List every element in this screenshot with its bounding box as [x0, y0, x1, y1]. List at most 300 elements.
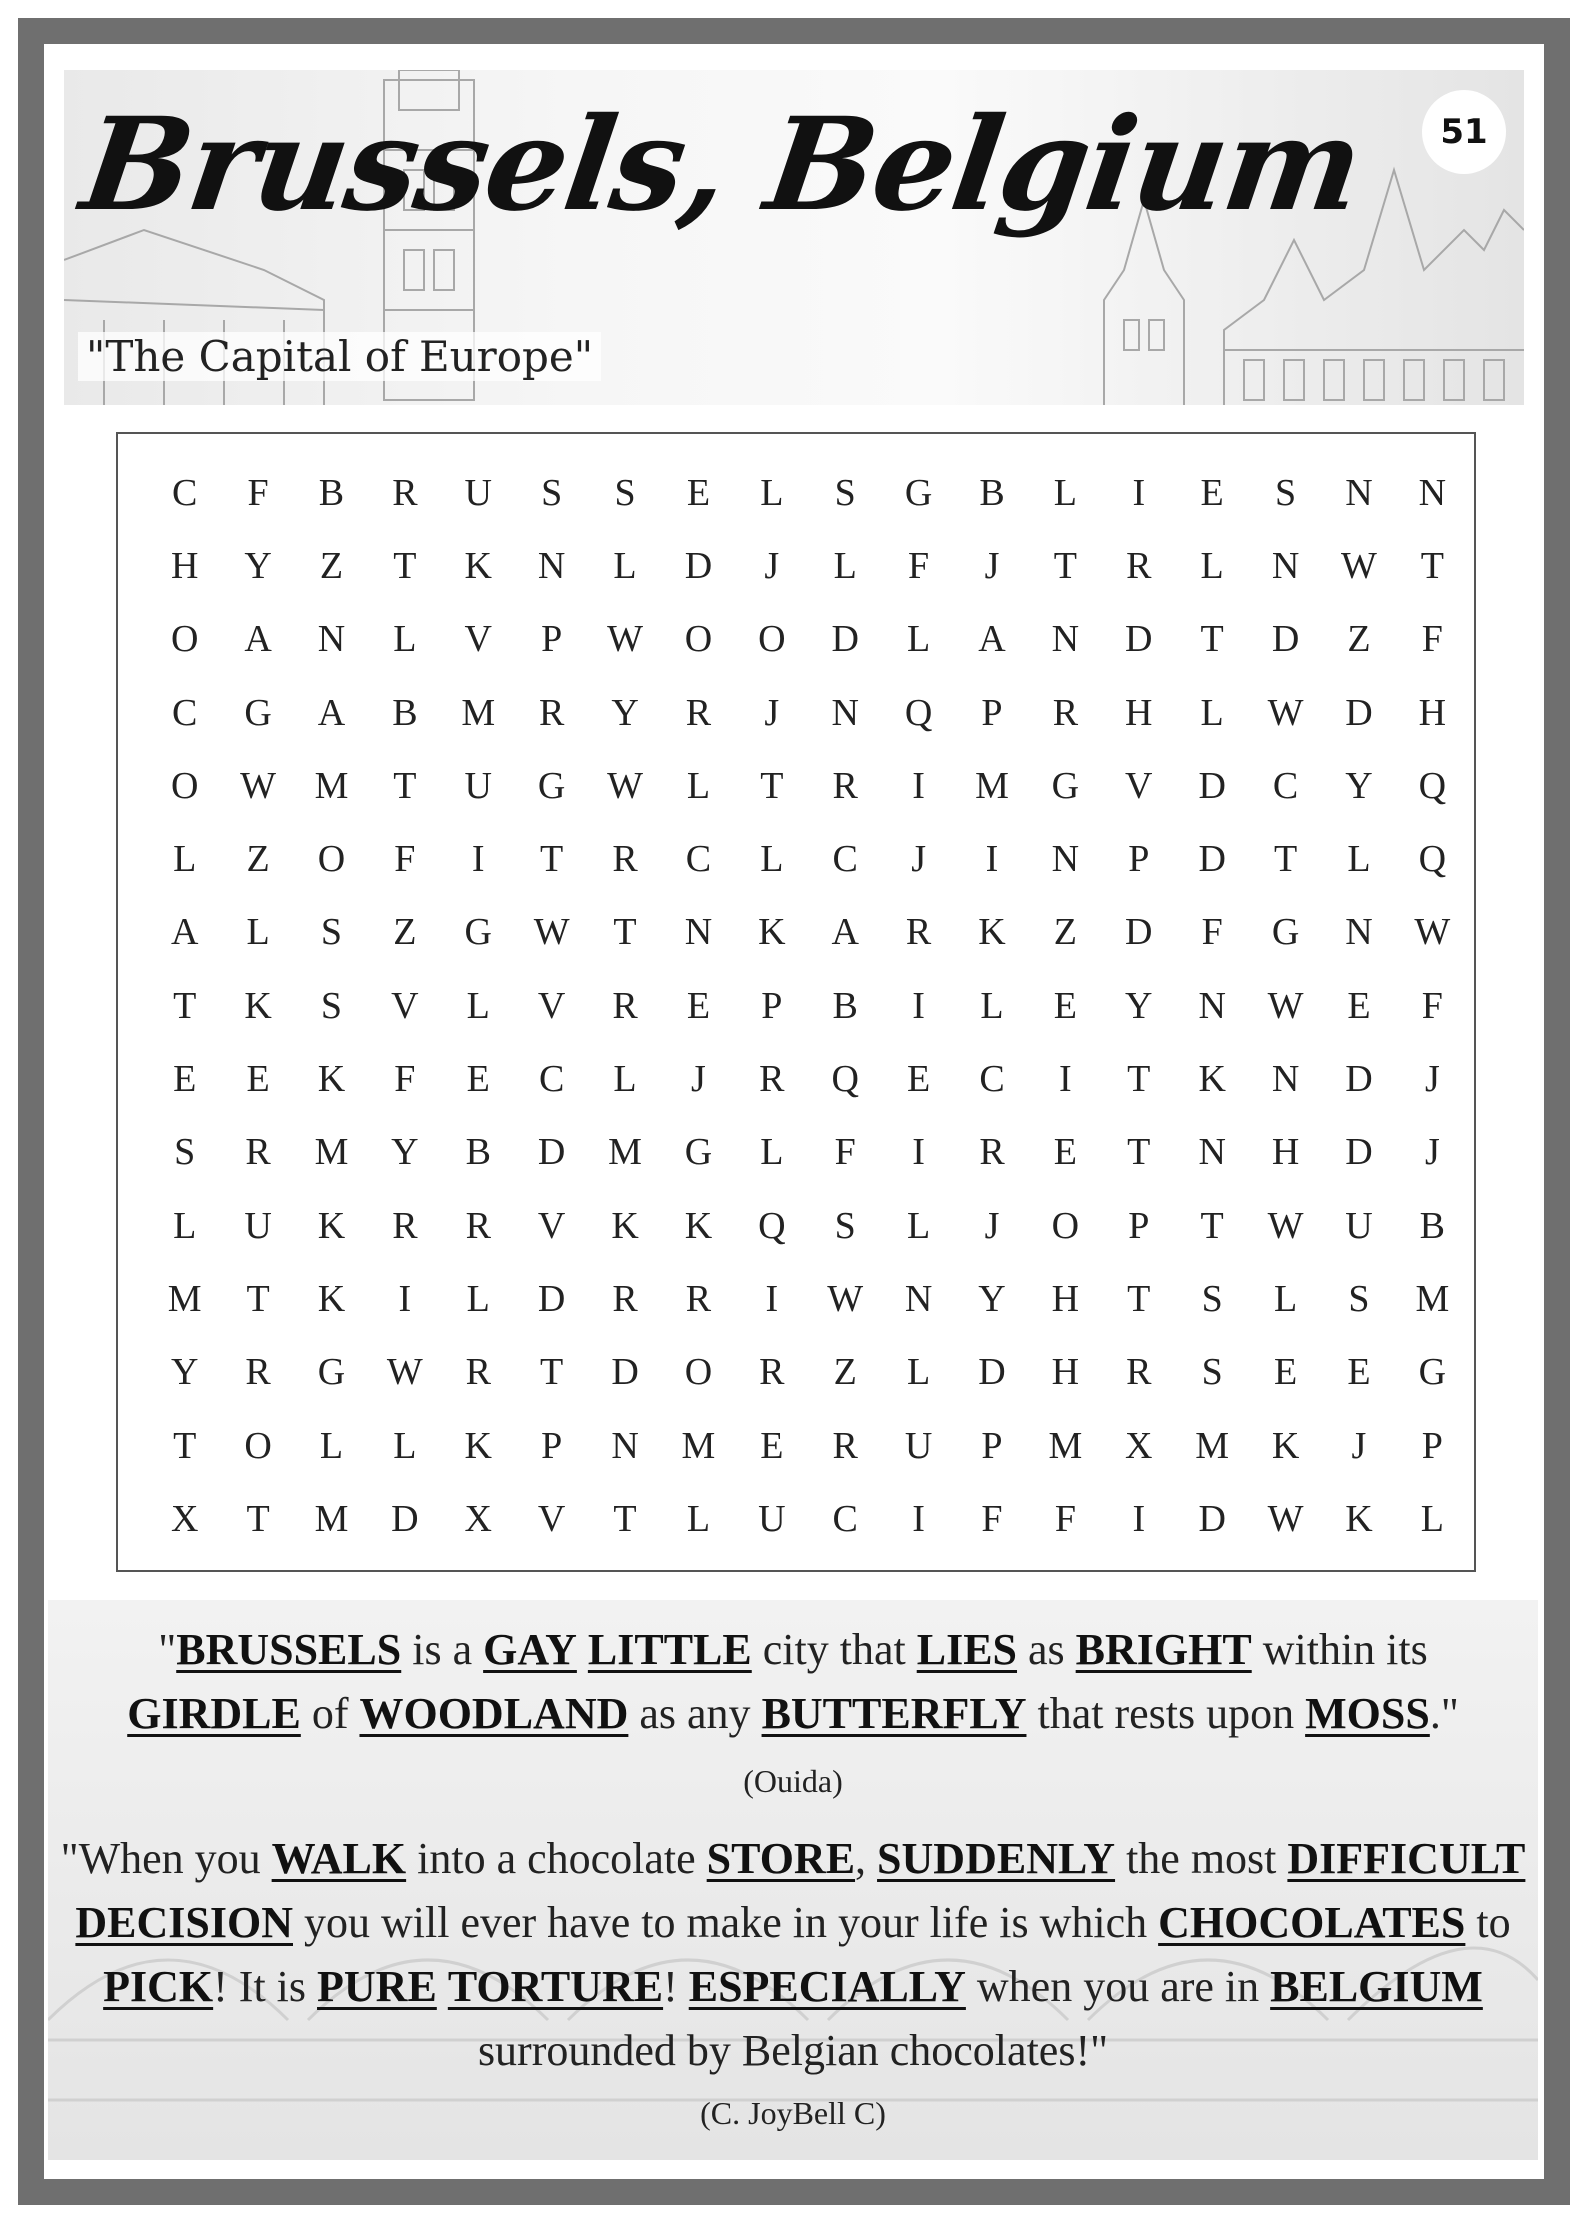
grid-letter[interactable]: E [1200, 471, 1224, 514]
grid-letter[interactable]: C [685, 838, 712, 881]
grid-letter[interactable]: D [1125, 911, 1153, 954]
grid-letter[interactable]: E [246, 1058, 270, 1101]
grid-letter[interactable]: S [614, 471, 636, 514]
grid-letter[interactable]: D [1271, 618, 1300, 661]
grid-letter[interactable]: D [978, 1351, 1006, 1394]
grid-letter[interactable]: N [1271, 544, 1300, 587]
grid-letter[interactable]: F [981, 1497, 1003, 1540]
grid-letter[interactable]: L [980, 984, 1004, 1027]
grid-letter[interactable]: O [244, 1424, 272, 1467]
grid-letter[interactable]: Z [393, 911, 417, 954]
grid-letter[interactable]: S [320, 984, 343, 1027]
grid-letter[interactable]: T [1127, 1131, 1151, 1174]
grid-letter[interactable]: L [833, 544, 857, 587]
grid-letter[interactable]: L [1200, 544, 1224, 587]
grid-letter[interactable]: Q [758, 1204, 786, 1247]
grid-letter[interactable]: J [1424, 1058, 1440, 1101]
grid-letter[interactable]: T [246, 1277, 270, 1320]
grid-letter[interactable]: R [245, 1351, 271, 1394]
grid-letter[interactable]: P [1128, 1204, 1150, 1247]
quote-text: as any [628, 1689, 762, 1738]
quote-text: the most [1115, 1834, 1288, 1883]
grid-letter[interactable]: T [540, 1351, 564, 1394]
grid-letter[interactable]: T [173, 1424, 197, 1467]
grid-letter[interactable]: G [537, 764, 566, 807]
grid-letter[interactable]: D [537, 1131, 566, 1174]
grid-letter[interactable]: T [1127, 1277, 1151, 1320]
grid-letter[interactable]: T [173, 984, 197, 1027]
grid-letter[interactable]: L [173, 1204, 197, 1247]
grid-letter[interactable]: T [1053, 544, 1077, 587]
grid-letter[interactable]: B [832, 984, 858, 1027]
keyword: BELGIUM [1270, 1962, 1483, 2011]
grid-letter[interactable]: E [760, 1424, 784, 1467]
grid-letter[interactable]: V [537, 1204, 566, 1247]
quote-text: ! It is [213, 1962, 318, 2011]
grid-letter[interactable]: I [471, 838, 485, 881]
grid-letter[interactable]: R [612, 984, 638, 1027]
grid-letter[interactable]: W [1267, 1204, 1304, 1247]
grid-letter[interactable]: K [684, 1204, 713, 1247]
grid-letter[interactable]: N [1345, 911, 1373, 954]
grid-letter[interactable]: S [174, 1131, 196, 1174]
grid-letter[interactable]: E [466, 1058, 490, 1101]
grid-letter[interactable]: U [244, 1204, 272, 1247]
grid-letter[interactable]: W [533, 911, 570, 954]
grid-letter[interactable]: L [1420, 1497, 1444, 1540]
grid-letter[interactable]: B [318, 471, 345, 514]
grid-letter[interactable]: J [764, 691, 780, 734]
grid-letter[interactable]: V [537, 984, 566, 1027]
grid-letter[interactable]: C [832, 838, 858, 881]
grid-letter[interactable]: U [1345, 1204, 1373, 1247]
grid-letter[interactable]: E [173, 1058, 197, 1101]
grid-letter[interactable]: D [831, 618, 859, 661]
grid-letter[interactable]: I [765, 1277, 779, 1320]
grid-letter[interactable]: E [686, 471, 711, 514]
grid-letter[interactable]: T [1200, 1204, 1224, 1247]
grid-letter[interactable]: K [978, 911, 1006, 954]
grid-letter[interactable]: T [540, 838, 564, 881]
grid-letter[interactable]: T [246, 1497, 270, 1540]
grid-letter[interactable]: L [1273, 1277, 1298, 1320]
word-search-grid [148, 456, 1469, 1555]
grid-letter[interactable]: M [975, 764, 1009, 807]
grid-letter[interactable]: P [541, 618, 563, 661]
grid-letter[interactable]: V [537, 1497, 566, 1540]
grid-letter[interactable]: V [1125, 764, 1153, 807]
grid-letter[interactable]: T [1200, 618, 1224, 661]
grid-letter[interactable]: O [317, 838, 346, 881]
grid-letter[interactable]: R [1126, 544, 1152, 587]
grid-letter[interactable]: J [1424, 1131, 1440, 1174]
keyword: SUDDENLY [877, 1834, 1116, 1883]
grid-letter[interactable]: W [240, 764, 277, 807]
grid-letter[interactable]: J [984, 1204, 1000, 1247]
grid-letter[interactable]: G [904, 471, 933, 514]
grid-letter[interactable]: F [1421, 618, 1443, 661]
grid-letter[interactable]: M [314, 1131, 349, 1174]
grid-letter[interactable]: O [684, 1351, 713, 1394]
grid-letter[interactable]: L [686, 1497, 711, 1540]
quote-text: " [158, 1625, 177, 1674]
grid-letter[interactable]: D [1345, 1058, 1373, 1101]
grid-letter[interactable]: C [172, 471, 198, 514]
grid-letter[interactable]: E [1347, 1351, 1371, 1394]
grid-letter[interactable]: N [831, 691, 859, 734]
grid-letter[interactable]: W [827, 1277, 864, 1320]
grid-letter[interactable]: T [613, 911, 637, 954]
grid-letter[interactable]: T [1273, 838, 1298, 881]
grid-letter[interactable]: L [760, 471, 784, 514]
grid-letter[interactable]: O [1051, 1204, 1080, 1247]
grid-letter[interactable]: J [1351, 1424, 1367, 1467]
grid-letter[interactable]: J [764, 544, 780, 587]
grid-letter[interactable]: P [1421, 1424, 1443, 1467]
grid-letter[interactable]: A [244, 618, 272, 661]
grid-letter[interactable]: E [906, 1058, 931, 1101]
grid-letter[interactable]: U [464, 764, 492, 807]
grid-letter[interactable]: G [1418, 1351, 1447, 1394]
grid-letter[interactable]: I [1059, 1058, 1072, 1101]
grid-letter[interactable]: Q [1418, 838, 1447, 881]
grid-letter[interactable]: R [1052, 691, 1079, 734]
grid-letter[interactable]: Y [244, 544, 272, 587]
grid-letter[interactable]: G [244, 691, 272, 734]
quote-text [577, 1625, 588, 1674]
grid-letter[interactable]: I [1132, 471, 1146, 514]
grid-letter[interactable]: O [684, 618, 713, 661]
grid-letter[interactable]: L [906, 1204, 931, 1247]
grid-letter[interactable]: S [834, 1204, 856, 1247]
grid-letter[interactable]: Z [1053, 911, 1077, 954]
grid-letter[interactable]: L [613, 1058, 637, 1101]
grid-letter[interactable]: P [981, 1424, 1003, 1467]
grid-letter[interactable]: Y [170, 1351, 199, 1394]
grid-letter[interactable]: N [317, 618, 346, 661]
grid-letter[interactable]: D [1198, 764, 1226, 807]
grid-letter[interactable]: I [912, 1497, 925, 1540]
grid-letter[interactable]: K [464, 544, 492, 587]
grid-letter[interactable]: M [1048, 1424, 1083, 1467]
grid-letter[interactable]: C [1272, 764, 1299, 807]
grid-letter[interactable]: M [167, 1277, 202, 1320]
grid-letter[interactable]: W [607, 618, 643, 661]
grid-letter[interactable]: F [1201, 911, 1223, 954]
grid-letter[interactable]: J [691, 1058, 706, 1101]
grid-letter[interactable]: E [1347, 984, 1371, 1027]
grid-letter[interactable]: K [317, 1204, 346, 1247]
grid-letter[interactable]: X [170, 1497, 199, 1540]
grid-letter[interactable]: L [1200, 691, 1224, 734]
grid-letter[interactable]: D [1198, 838, 1226, 881]
grid-letter[interactable]: F [908, 544, 930, 587]
grid-letter[interactable]: R [612, 1277, 638, 1320]
grid-letter[interactable]: K [244, 984, 272, 1027]
grid-letter[interactable]: A [317, 691, 346, 734]
grid-letter[interactable]: W [1267, 691, 1304, 734]
grid-letter[interactable]: T [760, 764, 784, 807]
grid-letter[interactable]: F [394, 1058, 416, 1101]
grid-letter[interactable]: L [760, 838, 784, 881]
grid-letter[interactable]: L [246, 911, 270, 954]
grid-letter[interactable]: W [386, 1351, 423, 1394]
grid-letter[interactable]: R [245, 1131, 271, 1174]
grid-letter[interactable]: R [832, 764, 858, 807]
grid-letter[interactable]: R [685, 691, 712, 734]
grid-letter[interactable]: R [1126, 1351, 1152, 1394]
grid-letter[interactable]: Z [246, 838, 270, 881]
grid-letter[interactable]: A [978, 618, 1006, 661]
grid-letter[interactable]: W [1267, 1497, 1304, 1540]
grid-letter[interactable]: D [611, 1351, 639, 1394]
grid-letter[interactable]: S [1201, 1277, 1223, 1320]
grid-letter[interactable]: Q [831, 1058, 859, 1101]
grid-letter[interactable]: C [979, 1058, 1005, 1101]
grid-letter[interactable]: S [541, 471, 563, 514]
quote-text: when you are in [965, 1962, 1271, 2011]
keyword: ESPECIALLY [688, 1962, 966, 2011]
grid-letter[interactable]: D [1125, 618, 1153, 661]
grid-letter[interactable]: B [392, 691, 418, 734]
grid-letter[interactable]: S [1348, 1277, 1370, 1320]
grid-letter[interactable]: C [832, 1497, 858, 1540]
grid-letter[interactable]: T [1420, 544, 1444, 587]
grid-letter[interactable]: G [1051, 764, 1080, 807]
grid-letter[interactable]: S [834, 471, 856, 514]
grid-letter[interactable]: D [1345, 1131, 1373, 1174]
grid-letter[interactable]: D [1345, 691, 1373, 734]
grid-letter[interactable]: V [391, 984, 419, 1027]
grid-letter[interactable]: L [906, 1351, 931, 1394]
grid-letter[interactable]: D [1198, 1497, 1226, 1540]
grid-letter[interactable]: W [1341, 544, 1377, 587]
grid-letter[interactable]: H [1418, 691, 1447, 734]
grid-letter[interactable]: R [612, 838, 638, 881]
grid-letter[interactable]: L [393, 618, 417, 661]
grid-letter[interactable]: N [537, 544, 566, 587]
quote-text [437, 1962, 448, 2011]
keyword: CHOCOLATES [1158, 1898, 1466, 1947]
grid-letter[interactable]: P [981, 691, 1003, 734]
grid-letter[interactable]: M [461, 691, 496, 734]
grid-letter[interactable]: L [906, 618, 931, 661]
header-banner [64, 70, 1524, 405]
grid-letter[interactable]: Q [904, 691, 933, 734]
quotes-panel [48, 1600, 1538, 2160]
grid-letter[interactable]: O [170, 618, 199, 661]
grid-letter[interactable]: Z [319, 544, 344, 587]
grid-letter[interactable]: R [465, 1351, 491, 1394]
grid-letter[interactable]: G [317, 1351, 346, 1394]
grid-letter[interactable]: Y [978, 1277, 1006, 1320]
grid-letter[interactable]: K [1345, 1497, 1373, 1540]
grid-letter[interactable]: J [984, 544, 1000, 587]
grid-letter[interactable]: N [904, 1277, 933, 1320]
quote-author: (Ouida) [743, 1763, 843, 1799]
grid-letter[interactable]: M [1195, 1424, 1230, 1467]
grid-letter[interactable]: L [393, 1424, 417, 1467]
grid-letter[interactable]: O [170, 764, 199, 807]
grid-letter[interactable]: R [392, 1204, 418, 1247]
grid-letter[interactable]: K [758, 911, 786, 954]
grid-letter[interactable]: H [170, 544, 199, 587]
grid-letter[interactable]: R [538, 691, 565, 734]
grid-letter[interactable]: L [466, 984, 490, 1027]
grid-letter[interactable]: Y [391, 1131, 419, 1174]
grid-letter[interactable]: I [912, 984, 925, 1027]
grid-letter[interactable]: N [1271, 1058, 1300, 1101]
grid-letter[interactable]: G [464, 911, 492, 954]
grid-letter[interactable]: P [761, 984, 783, 1027]
grid-letter[interactable]: I [985, 838, 999, 881]
grid-letter[interactable]: I [398, 1277, 412, 1320]
grid-letter[interactable]: K [1271, 1424, 1300, 1467]
grid-letter[interactable]: M [608, 1131, 642, 1174]
grid-letter[interactable]: R [465, 1204, 491, 1247]
grid-letter[interactable]: N [611, 1424, 639, 1467]
grid-letter[interactable]: S [1201, 1351, 1223, 1394]
quote-text: to [1465, 1898, 1511, 1947]
grid-letter[interactable]: F [1421, 984, 1443, 1027]
grid-letter[interactable]: Y [1345, 764, 1373, 807]
grid-letter[interactable]: L [1347, 838, 1371, 881]
grid-letter[interactable]: H [1051, 1351, 1080, 1394]
grid-letter[interactable]: C [538, 1058, 565, 1101]
grid-letter[interactable]: E [686, 984, 711, 1027]
keyword: WALK [271, 1834, 407, 1883]
quote-text: surrounded by Belgian chocolates!" [477, 2026, 1109, 2075]
grid-letter[interactable]: K [464, 1424, 492, 1467]
grid-letter[interactable]: N [1198, 1131, 1226, 1174]
grid-letter[interactable]: T [613, 1497, 637, 1540]
grid-letter[interactable]: E [1053, 1131, 1077, 1174]
grid-letter[interactable]: L [686, 764, 711, 807]
grid-letter[interactable]: R [979, 1131, 1005, 1174]
page-subtitle: "The Capital of Europe" [78, 332, 601, 381]
grid-letter[interactable]: L [173, 838, 197, 881]
grid-letter[interactable]: Z [1347, 618, 1371, 661]
grid-letter[interactable]: H [1271, 1131, 1300, 1174]
grid-letter[interactable]: R [905, 911, 932, 954]
grid-letter[interactable]: N [1345, 471, 1373, 514]
grid-letter[interactable]: M [314, 1497, 349, 1540]
grid-letter[interactable]: D [537, 1277, 566, 1320]
grid-letter[interactable]: B [1419, 1204, 1446, 1247]
grid-letter[interactable]: T [393, 764, 417, 807]
grid-letter[interactable]: L [613, 544, 637, 587]
grid-letter[interactable]: S [320, 911, 343, 954]
grid-letter[interactable]: P [1128, 838, 1150, 881]
quote-text: "When you [60, 1834, 272, 1883]
grid-letter[interactable]: W [1267, 984, 1304, 1027]
grid-letter[interactable]: B [465, 1131, 491, 1174]
grid-letter[interactable]: W [607, 764, 643, 807]
keyword: BRIGHT [1075, 1625, 1252, 1674]
grid-letter[interactable]: N [1198, 984, 1226, 1027]
grid-letter[interactable]: L [1053, 471, 1077, 514]
grid-letter[interactable]: A [831, 911, 859, 954]
keyword: LIES [916, 1625, 1018, 1674]
grid-letter[interactable]: F [394, 838, 416, 881]
grid-letter[interactable]: K [1198, 1058, 1226, 1101]
quote-text: ." [1429, 1689, 1459, 1738]
grid-letter[interactable]: K [611, 1204, 639, 1247]
grid-letter[interactable]: N [1051, 838, 1080, 881]
grid-letter[interactable]: F [1054, 1497, 1076, 1540]
grid-letter[interactable]: G [684, 1131, 713, 1174]
grid-letter[interactable]: E [1053, 984, 1077, 1027]
grid-letter[interactable]: I [912, 1131, 925, 1174]
grid-letter[interactable]: K [317, 1277, 346, 1320]
grid-letter[interactable]: U [464, 471, 492, 514]
grid-letter[interactable]: K [317, 1058, 346, 1101]
grid-letter[interactable]: Q [1418, 764, 1447, 807]
grid-letter[interactable]: M [314, 764, 349, 807]
grid-letter[interactable]: A [170, 911, 199, 954]
grid-letter[interactable]: S [1274, 471, 1297, 514]
keyword: DECISION [75, 1898, 293, 1947]
grid-letter[interactable]: X [1125, 1424, 1153, 1467]
keyword: MOSS [1305, 1689, 1430, 1738]
grid-letter[interactable]: L [466, 1277, 490, 1320]
page-title: Brussels, Belgium [73, 90, 1370, 240]
grid-letter[interactable]: R [759, 1058, 785, 1101]
grid-letter[interactable]: H [1125, 691, 1153, 734]
grid-letter[interactable]: O [758, 618, 786, 661]
quote-text: that rests upon [1026, 1689, 1306, 1738]
grid-letter[interactable]: J [911, 838, 926, 881]
grid-letter[interactable]: L [760, 1131, 784, 1174]
grid-letter[interactable]: F [247, 471, 269, 514]
grid-letter[interactable]: L [319, 1424, 344, 1467]
grid-letter[interactable]: U [758, 1497, 786, 1540]
grid-letter[interactable]: D [684, 544, 713, 587]
grid-letter[interactable]: W [1414, 911, 1451, 954]
keyword: PICK [103, 1962, 214, 2011]
grid-letter[interactable]: Z [833, 1351, 857, 1394]
grid-letter[interactable]: R [759, 1351, 785, 1394]
grid-letter[interactable]: F [834, 1131, 856, 1174]
grid-letter[interactable]: D [391, 1497, 419, 1540]
grid-letter[interactable]: E [1273, 1351, 1298, 1394]
grid-letter[interactable]: C [172, 691, 198, 734]
grid-letter[interactable]: Y [1125, 984, 1153, 1027]
grid-letter[interactable]: B [979, 471, 1005, 514]
grid-letter[interactable]: V [464, 618, 492, 661]
grid-letter[interactable]: N [1051, 618, 1080, 661]
grid-letter[interactable]: I [912, 764, 925, 807]
grid-letter[interactable]: Y [611, 691, 639, 734]
keyword: PURE [317, 1962, 437, 2011]
grid-letter[interactable]: R [832, 1424, 858, 1467]
grid-letter[interactable]: T [393, 544, 417, 587]
grid-letter[interactable]: P [541, 1424, 563, 1467]
grid-letter[interactable]: M [1415, 1277, 1450, 1320]
grid-letter[interactable]: I [1132, 1497, 1146, 1540]
grid-letter[interactable]: G [1271, 911, 1300, 954]
grid-letter[interactable]: T [1127, 1058, 1151, 1101]
grid-letter[interactable]: M [681, 1424, 716, 1467]
grid-letter[interactable]: R [392, 471, 418, 514]
grid-letter[interactable]: R [685, 1277, 712, 1320]
grid-letter[interactable]: N [1418, 471, 1447, 514]
grid-letter[interactable]: H [1051, 1277, 1080, 1320]
grid-letter[interactable]: X [464, 1497, 492, 1540]
keyword: STORE [706, 1834, 856, 1883]
grid-letter[interactable]: U [904, 1424, 933, 1467]
grid-letter[interactable]: N [684, 911, 713, 954]
